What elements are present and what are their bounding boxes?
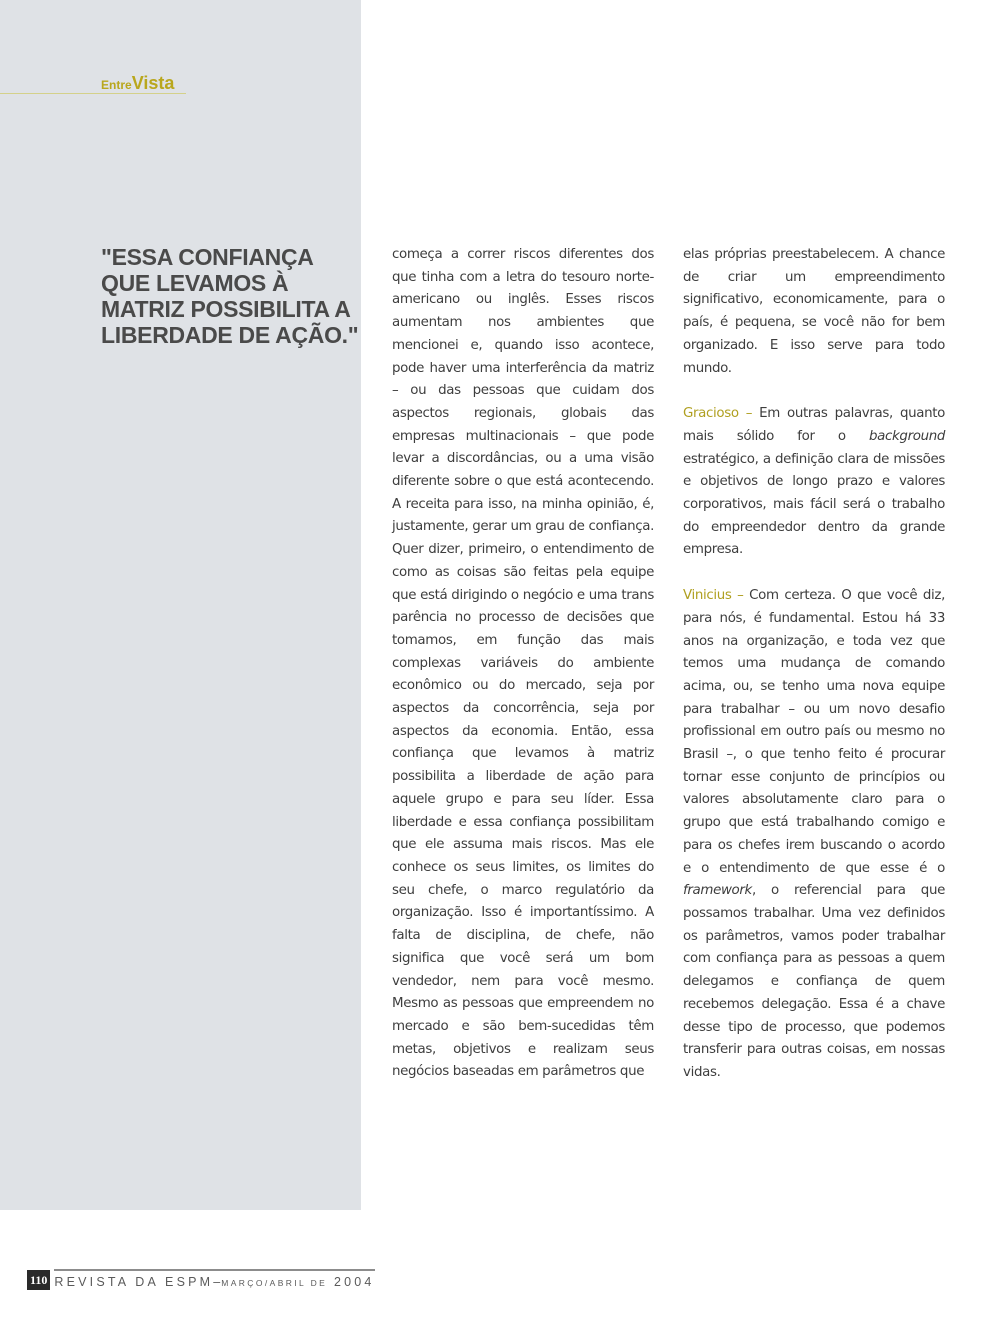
text: estratégico, a definição clara de missões e objetivos de longo prazo e valores corporativos, mais fácil será o trabalho do empreendedor dentro da grande empresa. — [683, 451, 945, 558]
paragraph-vinicius — [683, 585, 945, 1084]
magazine-name: REVISTA DA ESPM — [54, 1275, 214, 1289]
speaker-dash: – — [738, 406, 760, 422]
section-rule — [0, 93, 186, 94]
page-footer — [27, 1266, 375, 1290]
magazine-title — [54, 1269, 374, 1290]
emphasis-text: framework — [683, 883, 752, 899]
speaker-name: Gracioso — [683, 406, 739, 422]
text: Com certeza. O que você diz, para nós, é fundamental. Estou há 33 anos na organização, e toda vez que temos uma mudança de comando acima, ou, se tenho uma nova equipe para trabalhar – ou um novo desafio profissional em outro país ou mesmo no Brasil –, o que tenho feito é procurar tornar esse conjunto de princípios ou valores absolutamente claro para o grupo que está trabalhando comigo e para os chefes irem buscando o acordo e o entendimento de que esse é o — [683, 588, 945, 876]
article-column-2 — [683, 244, 945, 1108]
paragraph-gracioso — [683, 403, 945, 562]
text: , o referencial para que possamos trabalhar. Uma vez definidos os parâmetros, vamos poder trabalhar com confiança para as pessoas a quem delegamos e confiança de quem recebemos delegação. Essa é a chave desse tipo de processo, que podemos transferir para outras coisas, em nossas vidas. — [683, 883, 945, 1080]
paragraph: elas próprias preestabelecem. A chance de criar um empreendimento significativo, economicamente, para o país, é pequena, se você não for bem organizado. E isso serve para todo mundo. — [683, 247, 945, 376]
page-number: 110 — [27, 1270, 50, 1290]
speaker-dash: – — [731, 588, 750, 604]
section-tag — [101, 74, 174, 93]
issue-month: MARÇO/ABRIL DE — [221, 1278, 328, 1288]
speaker-name: Vinicius — [683, 588, 732, 604]
text: Em outras palavras, quanto mais sólido for o — [683, 406, 945, 444]
sidebar-panel — [0, 0, 361, 1210]
section-tag-small: Entre — [101, 78, 132, 92]
pull-quote: "ESSA CONFIANÇA QUE LEVAMOS À MATRIZ POSSIBILITA A LIBERDADE DE AÇÃO." — [101, 244, 359, 348]
section-tag-big: Vista — [131, 73, 175, 93]
emphasis-text: background — [869, 428, 945, 444]
footer-dash: – — [213, 1275, 222, 1289]
issue-year: 2004 — [333, 1275, 375, 1289]
paragraph: começa a correr riscos diferentes dos que tinha com a letra do tesouro norte-americano ou inglês. Esses riscos aumentam nos ambientes que mencionei e, quando isso acontece, pode haver uma interferência da matriz – ou das pessoas que cuidam dos aspectos regionais, globais das empresas multinacionais – que pode levar a discordâncias, ou a uma visão diferente sobre o que está acontecendo. A receita para isso, na minha opinião, é, justamente, gerar um grau de confiança. Quer dizer, primeiro, o entendimento de como as coisas são feitas pela equipe que está dirigindo o negócio e uma trans parência no processo de decisões que tomamos, em função das mais complexas variáveis do ambiente econômico ou do mercado, seja por aspectos da concorrência, seja por aspectos da economia. Então, essa confiança que levamos à matriz possibilita a liberdade de ação para aquele grupo e para seu líder. Essa liberdade e essa confiança possibilitam que ele assuma mais riscos. Mas ele conhece os seus limites, os limites do seu chefe, o marco regulatório da organização. Isso é importantíssimo. A falta de disciplina, de chefe, não significa que você será um bom vendedor, nem para você mesmo. Mesmo as pessoas que empreendem no mercado e são bem-sucedidas têm metas, objetivos e realizam seus negócios baseadas em parâmetros que — [392, 247, 654, 1080]
article-column-1 — [392, 244, 654, 1107]
